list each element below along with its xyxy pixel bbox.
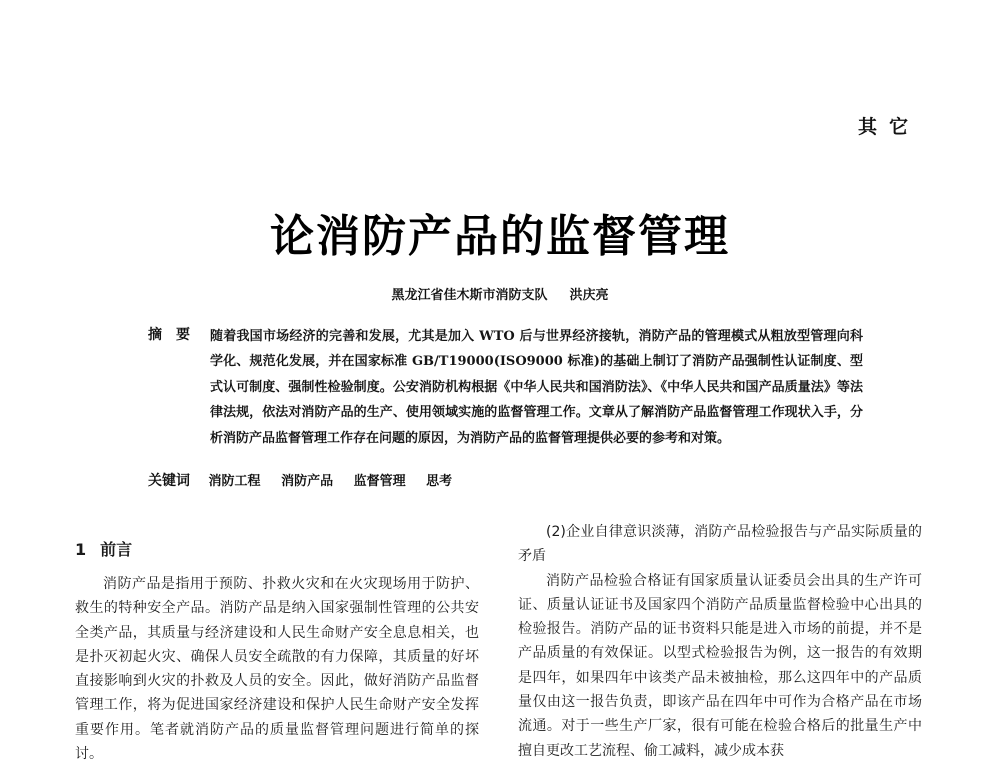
keyword: 监督管理 (353, 474, 406, 489)
section-tag: 其它 (858, 116, 921, 138)
subheading: (2)企业自律意识淡薄，消防产品检验报告与产品实际质量的矛盾 (518, 524, 922, 565)
keywords (148, 470, 468, 490)
abstract-text: 随着我国市场经济的完善和发展，尤其是加入 WTO 后与世界经济接轨，消防产品的管理模式从粗放型管理向科学化、规范化发展，并在国家标准 GB/T19000(ISO9000 标准)的基础上制订了消防产品强制性认证制度、型式认可制度、强制性检验制度。公安消防机构根据《中华人民共和国消防法》、《中华人民共和国产品质量法》等法律法规，依法对消防产品的生产、使用领域实施的监督管理工作。文章从了解消防产品监督管理工作现状入手，分析消防产品监督管理工作存在问题的原因，为消防产品的监督管理提供必要的参考和对策。 (210, 329, 863, 446)
keyword: 消防产品 (281, 474, 334, 489)
affiliation: 黑龙江省佳木斯市消防支队 (391, 288, 548, 303)
keyword: 思考 (426, 474, 453, 489)
abstract-label: 摘 要 (148, 327, 190, 343)
left-column (75, 538, 479, 766)
body-paragraph: 消防产品检验合格证有国家质量认证委员会出具的生产许可证、质量认证证书及国家四个消防产品质量监督检验中心出具的检验报告。消防产品的证书资料只能是进入市场的前提，并不是产品质量的有效保证。以型式检验报告为例，这一报告的有效期是四年，如果四年中该类产品未被抽检，那么这四年中的产品质量仅由这一报告负责，即该产品在四年中可作为合格产品在市场流通。对于一些生产厂家，很有可能在检验合格后的批量生产中擅自更改工艺流程、偷工减料，减少成本获 (518, 572, 922, 759)
abstract (148, 324, 863, 451)
section-heading-text: 前言 (100, 540, 133, 559)
intro-paragraph: 消防产品是指用于预防、扑救火灾和在火灾现场用于防护、救生的特种安全产品。消防产品是纳入国家强制性管理的公共安全类产品，其质量与经济建设和人民生命财产安全息息相关，也是扑灭初起火灾、确保人员安全疏散的有力保障，其质量的好坏直接影响到火灾的扑救及人员的安全。因此，做好消防产品监督管理工作，将为促进国家经济建设和保护人民生命财产安全发挥重要作用。笔者就消防产品的质量监督管理问题进行简单的探讨。 (75, 576, 479, 763)
right-column (518, 520, 922, 763)
byline (0, 284, 1000, 303)
section-heading (75, 538, 479, 562)
author-name: 洪庆亮 (569, 288, 609, 303)
keywords-label: 关键词 (148, 473, 190, 489)
keyword: 消防工程 (208, 474, 261, 489)
section-number: 1 (75, 540, 87, 559)
article-title: 论消防产品的监督管理 (270, 211, 730, 262)
